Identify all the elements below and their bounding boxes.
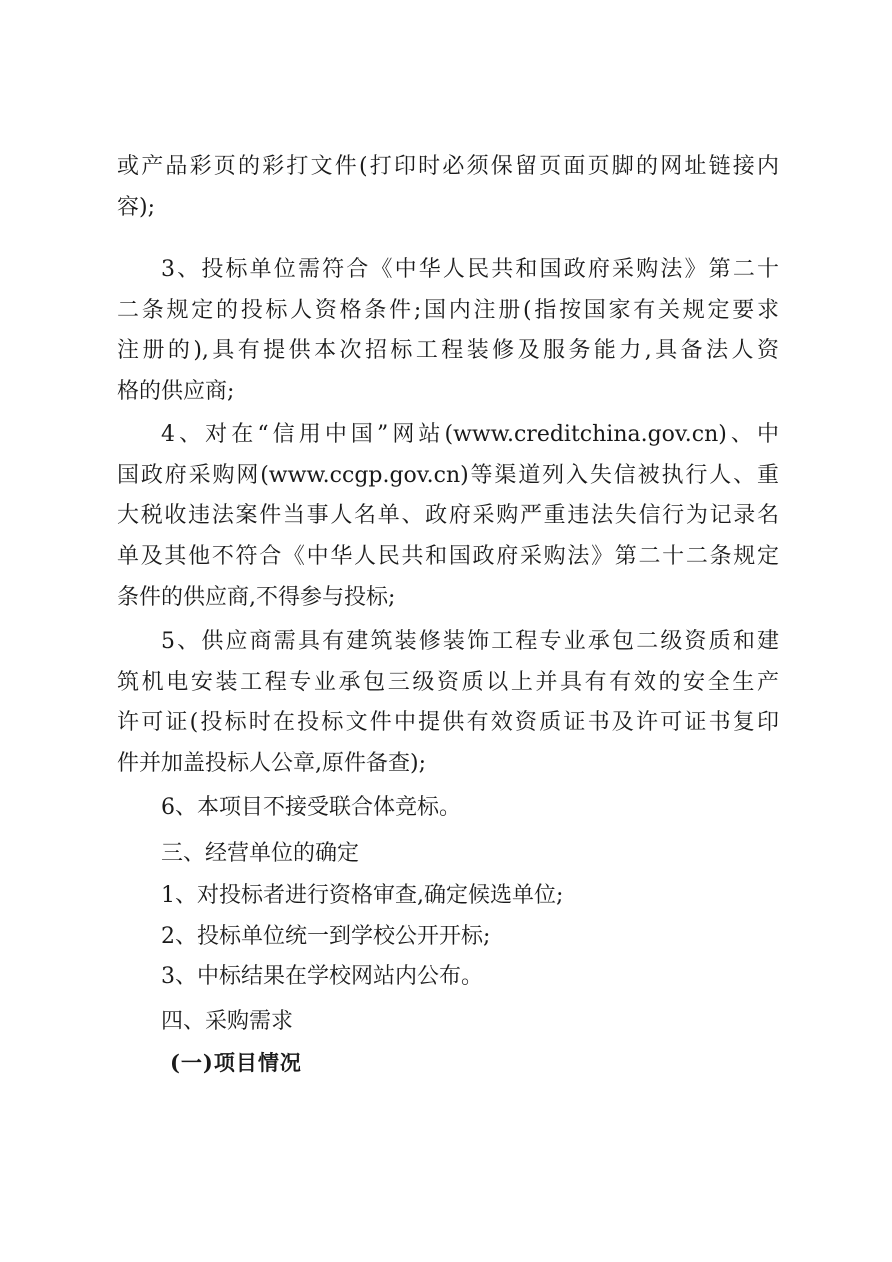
paragraph-line: 或产品彩页的彩打文件(打印时必须保留页面页脚的网址链接内 [117, 154, 779, 179]
requirement-item-3 [117, 250, 779, 413]
section-heading-procurement-needs: 四、采购需求 [161, 1009, 294, 1034]
paragraph-line: 单及其他不符合《中华人民共和国政府采购法》第二十二条规定 [117, 544, 779, 570]
paragraph-line: 件并加盖投标人公章,原件备查); [117, 751, 426, 777]
paragraph-line: 二条规定的投标人资格条件;国内注册(指按国家有关规定要求 [117, 297, 779, 323]
operator-selection-list [117, 876, 779, 998]
requirement-item-6 [117, 788, 779, 829]
subsection-heading-project-overview: (一)项目情况 [170, 1050, 302, 1075]
requirement-item-4 [117, 415, 779, 618]
list-item: 2、投标单位统一到学校公开开标; [161, 923, 491, 949]
list-item: 1、对投标者进行资格审查,确定候选单位; [161, 883, 564, 908]
requirement-item-5 [117, 622, 779, 785]
paragraph-line: 大税收违法案件当事人名单、政府采购严重违法失信行为记录名 [117, 503, 779, 529]
paragraph-line: 容); [117, 194, 155, 220]
paragraph-line: 4、对在“信用中国”网站(www.creditchina.gov.cn)、中 [161, 422, 779, 447]
paragraph-line: 格的供应商; [117, 379, 235, 405]
intro-paragraph [117, 147, 779, 228]
paragraph-line: 注册的),具有提供本次招标工程装修及服务能力,具备法人资 [117, 338, 779, 364]
section-heading-operator-selection: 三、经营单位的确定 [161, 841, 360, 866]
paragraph-line: 条件的供应商,不得参与投标; [117, 584, 396, 610]
paragraph-line: 许可证(投标时在投标文件中提供有效资质证书及许可证书复印 [117, 710, 779, 736]
paragraph-line: 筑机电安装工程专业承包三级资质以上并具有有效的安全生产 [117, 669, 779, 695]
paragraph-line: 3、投标单位需符合《中华人民共和国政府采购法》第二十 [161, 257, 779, 282]
paragraph-line: 5、供应商需具有建筑装修装饰工程专业承包二级资质和建 [161, 629, 779, 654]
paragraph-line: 国政府采购网(www.ccgp.gov.cn)等渠道列入失信被执行人、重 [117, 462, 779, 488]
list-item: 3、中标结果在学校网站内公布。 [161, 964, 483, 990]
paragraph-line: 6、本项目不接受联合体竞标。 [161, 795, 461, 820]
